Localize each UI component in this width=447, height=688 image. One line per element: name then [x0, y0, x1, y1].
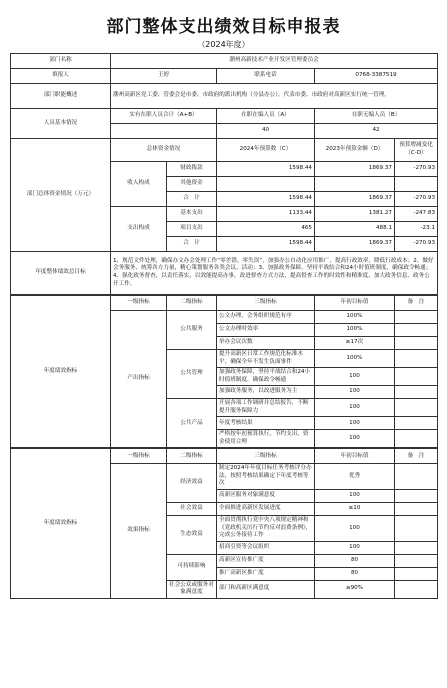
perf-target: 100 — [315, 368, 395, 386]
perf-target: 100 — [315, 386, 395, 399]
dept-name-value: 潮州高新技术产业开发区管理委员会 — [111, 54, 438, 69]
perf-level2: 公共管理 — [167, 350, 217, 399]
duty-value: 潮州高新区党工委、管委会是市委、市政府的派出机构（分县办公），代表市委、市政府对高新区实行统一管理。 — [111, 84, 438, 109]
perf-target: 100% — [315, 350, 395, 368]
perf-target: 100 — [315, 417, 395, 430]
perf-note — [395, 541, 438, 554]
perf-level3: 开展各项工作调研并总结报告，不断提升服务保障力 — [217, 399, 315, 417]
income-c: 1598.44 — [217, 162, 315, 177]
perf-note — [395, 386, 438, 399]
perf-level2: 公共服务 — [167, 311, 217, 350]
perf-target: 优秀 — [315, 464, 395, 490]
budget-label: 部门总体资金情况（万元） — [11, 139, 111, 252]
perf-table-2 — [10, 448, 438, 598]
perf-note — [395, 350, 438, 368]
budget-header-ratio: 预算增减变化（C-D） — [395, 139, 438, 162]
perf-level1: 产出指标 — [111, 311, 167, 448]
perf-note — [395, 417, 438, 430]
perf-level3: 高新区宣传推广度 — [217, 554, 315, 567]
expense-ratio: -270.93 — [395, 237, 438, 252]
staff-val3: 42 — [315, 124, 438, 139]
perf-level2: 经济效益 — [167, 464, 217, 503]
perf-target: 100 — [315, 541, 395, 554]
income-c — [217, 177, 315, 192]
expense-ratio: -23.1 — [395, 222, 438, 237]
report-table — [10, 53, 438, 295]
perf-target: 80 — [315, 554, 395, 567]
perf-level3: 加强政务服务，以改进服务为主 — [217, 386, 315, 399]
income-ratio: -270.93 — [395, 192, 438, 207]
expense-label: 支出构成 — [111, 207, 167, 252]
staff-col2: 在职在编人员（A） — [217, 109, 315, 124]
income-d: 1869.37 — [315, 192, 395, 207]
expense-name: 项目支出 — [167, 222, 217, 237]
perf-level3: 举办会议次数 — [217, 337, 315, 350]
duty-label: 部门职能概述 — [11, 84, 111, 109]
perf-h4: 年初目标值 — [315, 296, 395, 311]
staff-col3: 在职无编人员（B） — [315, 109, 438, 124]
expense-d: 488.1 — [315, 222, 395, 237]
perf-target: 100 — [315, 490, 395, 503]
perf-h2: 二级指标 — [167, 296, 217, 311]
perf-h3: 三级指标 — [217, 449, 315, 464]
perf-level1: 效果指标 — [111, 464, 167, 598]
budget-header-c: 2024年预算数（C） — [217, 139, 315, 162]
perf-level3: 推广高新区推广度 — [217, 567, 315, 580]
perf-note — [395, 337, 438, 350]
expense-c: 1133.44 — [217, 207, 315, 222]
perf-note — [395, 430, 438, 448]
perf-target: 100 — [315, 516, 395, 542]
contact-label: 填报人 — [11, 69, 111, 84]
page-subtitle: （2024年度） — [197, 40, 250, 49]
income-ratio — [395, 177, 438, 192]
perf-target: ≥90% — [315, 580, 395, 598]
budget-header-d: 2023年预算金额（D） — [315, 139, 395, 162]
perf-label: 年度绩效指标 — [11, 449, 111, 598]
perf-level3: 公文办理、会务组织规范有序 — [217, 311, 315, 324]
perf-note — [395, 516, 438, 542]
page-title: 部门整体支出绩效目标申报表 — [106, 17, 341, 37]
perf-target: ≥10 — [315, 503, 395, 516]
staff-col1: 实有在职人员合计（A+B） — [111, 109, 217, 124]
income-d — [315, 177, 395, 192]
expense-name: 基本支出 — [167, 207, 217, 222]
perf-level2: 可持续影响 — [167, 554, 217, 580]
perf-note — [395, 324, 438, 337]
phone-label: 联系电话 — [217, 69, 315, 84]
perf-h3: 三级指标 — [217, 296, 315, 311]
perf-level3: 公文办理时效率 — [217, 324, 315, 337]
perf-h4: 年初目标值 — [315, 449, 395, 464]
perf-note — [395, 464, 438, 490]
goal-text: 1、规范文件处理，确保办文办会处理工作“零差错、零失误”，加强办公自动化应用推广，提高行政效率，降低行政成本；2、做好会务服务、统筹各方力量，精心策划服务各类会议、活动；3、加强政务保障，坚持平战结合和24小时值班制度，确保政令畅通；4、强化政务督查，以责任落实，以效能提高办事，改进督查方式方法，提高督查工作的时效性和精准度，加大政务信息、政务公开工作。 — [111, 252, 438, 295]
income-d: 1869.37 — [315, 162, 395, 177]
staff-val2: 40 — [217, 124, 315, 139]
perf-target: 100 — [315, 399, 395, 417]
contact-value: 王婷 — [111, 69, 217, 84]
perf-level3: 年度考核结果 — [217, 417, 315, 430]
perf-target: 100 — [315, 430, 395, 448]
budget-header-name: 总体资金情况 — [111, 139, 217, 162]
perf-note — [395, 554, 438, 567]
perf-note — [395, 368, 438, 386]
perf-level3: 招商引资等会议组织 — [217, 541, 315, 554]
perf-label: 年度绩效指标 — [11, 296, 111, 448]
perf-target: 100% — [315, 311, 395, 324]
expense-d: 1869.37 — [315, 237, 395, 252]
perf-note — [395, 399, 438, 417]
income-name: 财政拨款 — [167, 162, 217, 177]
perf-level3: 严格按年初预算执行，节约支出，资金使用合理 — [217, 430, 315, 448]
income-c: 1598.44 — [217, 192, 315, 207]
perf-h5: 备 注 — [395, 449, 438, 464]
income-ratio: -270.93 — [395, 162, 438, 177]
perf-target: 100% — [315, 324, 395, 337]
perf-level3: 提升高新区日常工作规范化标准水平，确保全年不发生负面事件 — [217, 350, 315, 368]
perf-note — [395, 567, 438, 580]
phone-value: 0768-3387519 — [315, 69, 438, 84]
perf-level2: 公共产品 — [167, 399, 217, 448]
perf-note — [395, 580, 438, 598]
perf-level3: 全面推进高新区发展进度 — [217, 503, 315, 516]
perf-h5: 备 注 — [395, 296, 438, 311]
perf-level3: 部门和高新区满意度 — [217, 580, 315, 598]
staff-label: 人员基本情况 — [11, 109, 111, 139]
expense-d: 1381.27 — [315, 207, 395, 222]
goal-label: 年度整体绩效总目标 — [11, 252, 111, 295]
expense-total: 合 计 — [167, 237, 217, 252]
dept-name-label: 部门名称 — [11, 54, 111, 69]
perf-level3: 全面贯彻执行党中央八项规定精神和《党政机关厉行节约反对浪费条例》，完成公务接待工作 — [217, 516, 315, 542]
perf-target: ≥17次 — [315, 337, 395, 350]
perf-note — [395, 490, 438, 503]
perf-level3: 高新区服务对象满意度 — [217, 490, 315, 503]
perf-h1: 一级指标 — [111, 449, 167, 464]
perf-h2: 二级指标 — [167, 449, 217, 464]
perf-note — [395, 503, 438, 516]
perf-target: 80 — [315, 567, 395, 580]
income-total: 合 计 — [167, 192, 217, 207]
expense-c: 1598.44 — [217, 237, 315, 252]
staff-val1 — [111, 124, 217, 139]
perf-level3: 加强政务保障，坚持平战结合和24小时值班制度，确保政令畅通 — [217, 368, 315, 386]
perf-level2: 社会效益 — [167, 503, 217, 516]
perf-level2: 社会公众或服务对象满意度 — [167, 580, 217, 598]
perf-h1: 一级指标 — [111, 296, 167, 311]
perf-note — [395, 311, 438, 324]
income-name: 其他资金 — [167, 177, 217, 192]
income-label: 收入构成 — [111, 162, 167, 207]
expense-c: 465 — [217, 222, 315, 237]
perf-level3: 制定2024年年度目标任务考核评分办法，按照考核结果确定下年度考核等次 — [217, 464, 315, 490]
expense-ratio: -247.83 — [395, 207, 438, 222]
perf-table-1 — [10, 295, 438, 448]
perf-level2: 生态效益 — [167, 516, 217, 555]
